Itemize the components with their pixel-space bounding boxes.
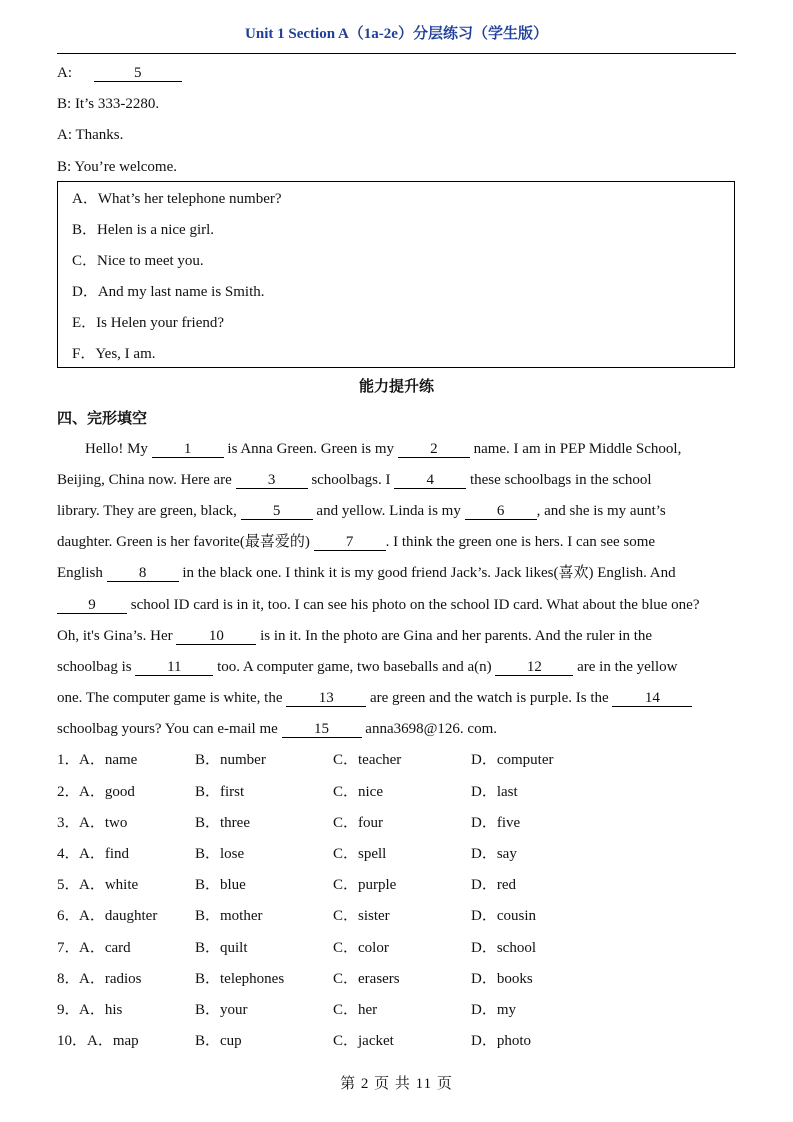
choice-c: C．sister [333, 908, 390, 924]
speaker-label: A: [57, 65, 72, 81]
option-item: A．What’s her telephone number? [72, 191, 282, 207]
choice-d: D．school [471, 940, 536, 956]
passage-line [57, 657, 743, 677]
passage-line [57, 470, 743, 490]
page-title: Unit 1 Section A（1a-2e）分层练习（学生版） [245, 26, 548, 42]
choice-a: A．card [79, 940, 131, 956]
passage-text: anna3698@126. com. [365, 721, 498, 737]
section-heading: 能力提升练 [358, 377, 434, 395]
option-item: F．Yes, I am. [72, 346, 156, 362]
question-number: 1． [57, 752, 80, 768]
passage-blank: 12 [495, 659, 573, 676]
choice-b: B．number [195, 752, 266, 768]
passage-blank: 3 [236, 472, 308, 489]
passage-line [57, 595, 743, 615]
question-number: 7． [57, 940, 80, 956]
choice-b: B．first [195, 784, 245, 800]
passage-text: is Anna Green. Green is my [227, 441, 395, 457]
choice-b: B．your [195, 1002, 248, 1018]
question-number: 6． [57, 908, 80, 924]
question-number: 10． [57, 1033, 88, 1049]
dialogue-text: You’re welcome. [74, 159, 178, 175]
passage-blank: 8 [107, 565, 179, 582]
passage-text: . I think the green one is hers. I can see some [385, 534, 656, 550]
passage-blank: 14 [612, 690, 692, 707]
question-number: 4． [57, 846, 80, 862]
options-box [57, 181, 735, 368]
choice-d: D．red [471, 877, 516, 893]
dialogue-text: It’s 333-2280. [74, 96, 160, 112]
option-item: B．Helen is a nice girl. [72, 222, 215, 238]
passage-line [57, 626, 743, 646]
choice-d: D．say [471, 846, 517, 862]
choice-b: B．cup [195, 1033, 242, 1049]
passage-blank: 15 [282, 721, 362, 738]
option-item: E．Is Helen your friend? [72, 315, 225, 331]
passage-blank: 7 [314, 534, 386, 551]
choice-d: D．photo [471, 1033, 532, 1049]
choice-c: C．four [333, 815, 383, 831]
header-divider [57, 53, 736, 54]
speaker-label: B: [57, 159, 72, 175]
choice-d: D．books [471, 971, 533, 987]
passage-line [57, 501, 743, 521]
passage-text: schoolbag yours? You can e-mail me [57, 721, 278, 737]
passage-text: in the black one. I think it is my good friend Jack’s. Jack likes(喜欢) English. And [182, 565, 676, 581]
choice-a: A．name [79, 752, 138, 768]
passage-text: English [57, 565, 103, 581]
passage-line [57, 563, 743, 583]
choice-a: A．two [79, 815, 128, 831]
choice-d: D．five [471, 815, 521, 831]
passage-text: are in the yellow [577, 659, 678, 675]
passage-text: schoolbag is [57, 659, 132, 675]
passage-blank: 11 [135, 659, 213, 676]
question-number: 2． [57, 784, 80, 800]
question-number: 8． [57, 971, 80, 987]
passage-text: library. They are green, black, [57, 503, 237, 519]
passage-text: is in it. In the photo are Gina and her parents. And the ruler in the [260, 628, 653, 644]
page-number: 第 2 页 共 11 页 [340, 1076, 453, 1092]
passage-text: name. I am in PEP Middle School, [473, 441, 682, 457]
passage-line [57, 719, 743, 739]
passage-text: Oh, it's Gina’s. Her [57, 628, 173, 644]
option-item: D．And my last name is Smith. [72, 284, 265, 300]
choice-a: A．daughter [79, 908, 158, 924]
dialogue-line [57, 63, 182, 83]
choice-b: B．telephones [195, 971, 285, 987]
option-item: C．Nice to meet you. [72, 253, 204, 269]
passage-blank: 5 [241, 503, 313, 520]
choice-a: A．his [79, 1002, 123, 1018]
passage-text: schoolbags. I [311, 472, 391, 488]
choice-c: C．color [333, 940, 389, 956]
passage-text: these schoolbags in the school [469, 472, 652, 488]
passage-text: Hello! My [85, 441, 148, 457]
passage-text: daughter. Green is her favorite(最喜爱的) [57, 534, 310, 550]
passage-text: too. A computer game, two baseballs and a(n) [217, 659, 492, 675]
choice-a: A．radios [79, 971, 142, 987]
choice-a: A．good [79, 784, 135, 800]
choice-b: B．three [195, 815, 250, 831]
passage-text: and yellow. Linda is my [316, 503, 461, 519]
choice-c: C．purple [333, 877, 397, 893]
choice-d: D．computer [471, 752, 554, 768]
passage-line [57, 439, 743, 459]
choice-c: C．spell [333, 846, 387, 862]
choice-c: C．nice [333, 784, 383, 800]
question-number: 5． [57, 877, 80, 893]
dialogue-line [57, 94, 159, 114]
choice-c: C．teacher [333, 752, 402, 768]
speaker-label: A: [57, 127, 72, 143]
choice-a: A．find [79, 846, 129, 862]
choice-b: B．quilt [195, 940, 248, 956]
choice-b: B．lose [195, 846, 245, 862]
passage-text: Beijing, China now. Here are [57, 472, 232, 488]
passage-line [57, 688, 743, 708]
choice-a: A．map [87, 1033, 139, 1049]
passage-text: school ID card is in it, too. I can see his photo on the school ID card. What about the blue one? [130, 597, 700, 613]
choice-a: A．white [79, 877, 139, 893]
section-title: 四、完形填空 [57, 409, 148, 427]
passage-text: are green and the watch is purple. Is the [370, 690, 609, 706]
choice-d: D．my [471, 1002, 517, 1018]
passage-blank: 13 [286, 690, 366, 707]
passage-text: one. The computer game is white, the [57, 690, 283, 706]
question-number: 9． [57, 1002, 80, 1018]
question-number: 3． [57, 815, 80, 831]
speaker-label: B: [57, 96, 72, 112]
choice-c: C．jacket [333, 1033, 394, 1049]
answer-blank: 5 [94, 65, 182, 82]
dialogue-line [57, 157, 177, 177]
passage-blank: 6 [465, 503, 537, 520]
choice-d: D．last [471, 784, 518, 800]
passage-blank: 4 [394, 472, 466, 489]
passage-blank: 1 [152, 441, 224, 458]
choice-c: C．erasers [333, 971, 400, 987]
dialogue-text: Thanks. [75, 127, 124, 143]
passage-blank: 10 [176, 628, 256, 645]
dialogue-line [57, 125, 123, 145]
passage-blank: 9 [57, 597, 127, 614]
choice-d: D．cousin [471, 908, 536, 924]
choice-b: B．blue [195, 877, 246, 893]
passage-line [57, 532, 743, 552]
choice-c: C．her [333, 1002, 378, 1018]
passage-blank: 2 [398, 441, 470, 458]
choice-b: B．mother [195, 908, 263, 924]
passage-text: , and she is my aunt’s [536, 503, 666, 519]
